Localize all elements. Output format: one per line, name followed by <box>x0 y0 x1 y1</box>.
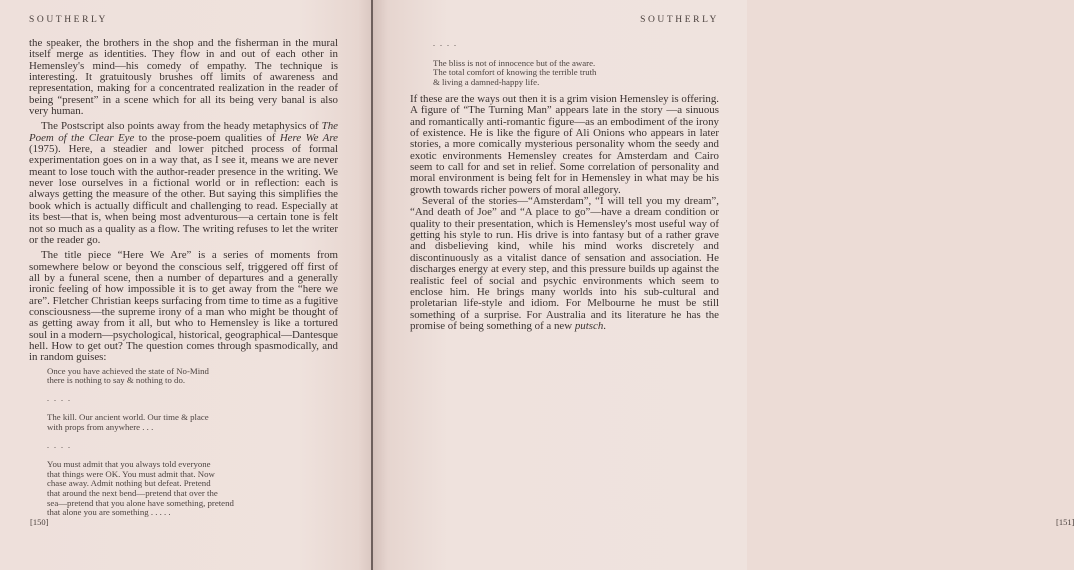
verse-separator: . . . . <box>47 440 72 450</box>
verse-line: that things were OK. You must admit that. Now <box>47 468 215 479</box>
verse-quotation <box>47 367 338 518</box>
paragraph <box>29 121 338 246</box>
paragraph-text: to the prose-poem qualities of <box>134 131 280 144</box>
verse-line: & living a damned-happy life. <box>433 76 540 87</box>
right-body-text <box>410 94 719 332</box>
verse-separator: . . . . <box>433 39 458 48</box>
running-head-left: SOUTHERLY <box>29 15 108 25</box>
paragraph: If these are the ways out then it is a grim vision Hemensley is offering. A figure of “The Turning Man” appears late in the story —a sinuous and romantically anti-romantic figure—as an embodiment of the irony of existence. He is like the figure of Ali Onions who appears in later stories, a more comically mysterious personality whom the seedy and exotic environments Hemensley creates for Amsterdam and Cairo seem to call for and set in relief. Some correlation of personality and moral environment is being felt for in Hemensley in what may be his growth towards richer powers of moral allegory. <box>410 93 719 196</box>
verse-line: chase away. Admit nothing but defeat. Pretend <box>47 478 211 489</box>
verse-line: there is nothing to say & nothing to do. <box>47 375 186 386</box>
paragraph <box>410 196 719 332</box>
book-title: The Poem of the Clear Eye <box>29 120 338 144</box>
verse-line: The kill. Our ancient world. Our time & place <box>47 412 209 423</box>
verse-line: The total comfort of knowing the terrible truth <box>433 67 597 78</box>
verse-line: Once you have achieved the state of No-Mind <box>47 365 209 376</box>
verse-line: that around the next bend—pretend that over the <box>47 487 218 498</box>
verse-separator: . . . . <box>47 393 72 403</box>
paragraph: The title piece “Here We Are” is a series of moments from somewhere below or beyond the conscious self, triggered off first of all by a funeral scene, then a number of departures and a generally ironic feeling of how impossible it is to get away from the “here we are”. Fletcher Christian keeps surfacing from time to time as a fugitive consciousness—the supreme irony of a man who might be thought of as getting away from it all, but who to Hemensley is like a tortured soul in a modern—psychological, historical, geographical—Dantesque hell. How to get out? The question comes through spasmodically, and in random guises: <box>29 249 338 364</box>
verse-line: You must admit that you always told everyone <box>47 459 211 470</box>
left-page <box>0 0 373 570</box>
verse-line: that alone you are something . . . . . <box>47 507 171 518</box>
verse-stanza <box>47 460 338 518</box>
paragraph-text: (1975). Here, a steadier and lower pitched process of formal experimentation goes on in a way that, as I see it, means we are never meant to lose touch with the author-reader presence in the writing. We never lose ourselves in a fictional world or in reflection: each is always getting the measure of the other. But saying this simplifies the book which is actually difficult and challenging to read. Especially at its best—that is, when being most adventurous—a certain tone is felt not so much as a quality as a flow. The writing refuses to let the writer or the reader go. <box>29 143 338 246</box>
paragraph-text: The Postscript also points away from the heady metaphysics of <box>41 120 322 133</box>
paragraph-text: Several of the stories—“Amsterdam”, “I will tell you my dream”, “And death of Joe” and “A place to go”—have a dream condition or quality to their presentation, which is Hemensley's most useful way of getting his style to run. His drive is into fantasy but of a rather grave and disbelieving kind, while his mind works discretely and discontinuously as a vitalist dance of sensation and association. He discharges energy at every step, and this pressure builds up against the realistic feel of social and psychic environments which seem to enclose him. He brings many worlds into his sub-cultural and proletarian life-style and idiom. For Melbourne he must be still something of a surprise. For Australia and its literature he has the promise of being something of a new <box>410 195 719 332</box>
verse-line: with props from anywhere . . . <box>47 422 154 432</box>
paragraph: the speaker, the brothers in the shop and the fisherman in the mural itself merge as identities. They flow in and out of each other in Hemensley's mind—his comedy of empathy. The technique is interesting. It gratuitously brushes off limits of awareness and representation, making for a concentrated realization in the reader of being “present” in a scene which for all its being very banal is also very human. <box>29 37 338 118</box>
verse-line: sea—pretend that you alone have something, pretend <box>47 497 234 508</box>
left-body-text <box>29 38 338 518</box>
paragraph-text: . <box>603 319 607 332</box>
verse-stanza <box>47 413 338 432</box>
page-number-left: [150] <box>30 517 49 527</box>
running-head-right: SOUTHERLY <box>640 15 719 25</box>
italic-word: putsch <box>574 319 604 332</box>
verse-line: The bliss is not of innocence but of the aware. <box>433 57 596 68</box>
page-number-right: [151] <box>1056 517 1074 527</box>
verse-quotation-right <box>433 39 596 87</box>
book-gutter <box>371 0 373 570</box>
verse-stanza <box>47 367 338 386</box>
book-title: Here We Are <box>279 131 338 144</box>
